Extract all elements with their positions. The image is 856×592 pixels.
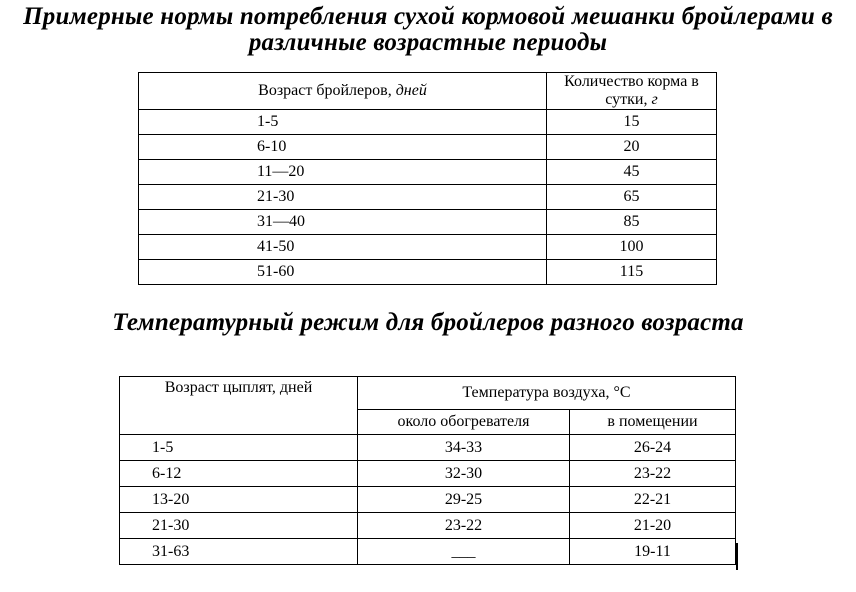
near-heater-cell: 23-22 xyxy=(358,513,570,539)
feed-cell: 115 xyxy=(547,260,717,285)
table-row xyxy=(139,260,717,285)
age-cell: 31-63 xyxy=(120,539,358,565)
in-room-cell: 23-22 xyxy=(570,461,736,487)
age-header-unit: дней xyxy=(395,82,427,99)
age-cell: 51-60 xyxy=(139,260,547,285)
table-header-row xyxy=(120,377,736,410)
feed-cell: 45 xyxy=(547,160,717,185)
feed-cell: 100 xyxy=(547,235,717,260)
age-column-header xyxy=(139,73,547,110)
table-row xyxy=(139,160,717,185)
age-cell: 41-50 xyxy=(139,235,547,260)
near-heater-cell: 29-25 xyxy=(358,487,570,513)
table-row xyxy=(139,210,717,235)
table-row xyxy=(120,539,736,565)
table-row xyxy=(120,435,736,461)
feed-cell: 85 xyxy=(547,210,717,235)
age-cell: 6-12 xyxy=(120,461,358,487)
age-header-text: Возраст бройлеров, xyxy=(258,82,392,99)
in-room-header: в помещении xyxy=(570,410,736,435)
age-cell: 1-5 xyxy=(120,435,358,461)
feed-column-header xyxy=(547,73,717,110)
feed-norms-title: Примерные нормы потребления сухой кормовой мешанки бройлерами в различные возрастные периоды xyxy=(23,3,833,56)
table-row xyxy=(139,185,717,210)
temperature-title: Температурный режим для бройлеров разного возраста xyxy=(112,309,744,336)
age-cell: 31—40 xyxy=(139,210,547,235)
near-heater-cell: 32-30 xyxy=(358,461,570,487)
table-row xyxy=(120,513,736,539)
near-heater-cell: ___ xyxy=(358,539,570,565)
feed-cell: 15 xyxy=(547,110,717,135)
feed-header-text: Количество корма в сутки, xyxy=(564,73,699,108)
age-cell: 21-30 xyxy=(120,513,358,539)
table-row xyxy=(139,110,717,135)
near-heater-cell: 34-33 xyxy=(358,435,570,461)
age-cell: 21-30 xyxy=(139,185,547,210)
near-heater-header: около обогревателя xyxy=(358,410,570,435)
chick-age-header: Возраст цыплят, дней xyxy=(120,377,358,435)
temperature-table xyxy=(119,376,736,565)
table-row xyxy=(139,235,717,260)
table-header-row xyxy=(139,73,717,110)
feed-cell: 20 xyxy=(547,135,717,160)
feed-header-unit: г xyxy=(651,91,658,108)
table-row xyxy=(139,135,717,160)
in-room-cell: 21-20 xyxy=(570,513,736,539)
in-room-cell: 22-21 xyxy=(570,487,736,513)
feed-cell: 65 xyxy=(547,185,717,210)
text-cursor xyxy=(736,543,738,570)
in-room-cell: 19-11 xyxy=(570,539,736,565)
age-cell: 13-20 xyxy=(120,487,358,513)
age-cell: 11—20 xyxy=(139,160,547,185)
feed-norms-table xyxy=(138,72,717,285)
air-temperature-header: Температура воздуха, °С xyxy=(358,377,736,410)
table-row xyxy=(120,487,736,513)
in-room-cell: 26-24 xyxy=(570,435,736,461)
table-row xyxy=(120,461,736,487)
age-cell: 1-5 xyxy=(139,110,547,135)
age-cell: 6-10 xyxy=(139,135,547,160)
